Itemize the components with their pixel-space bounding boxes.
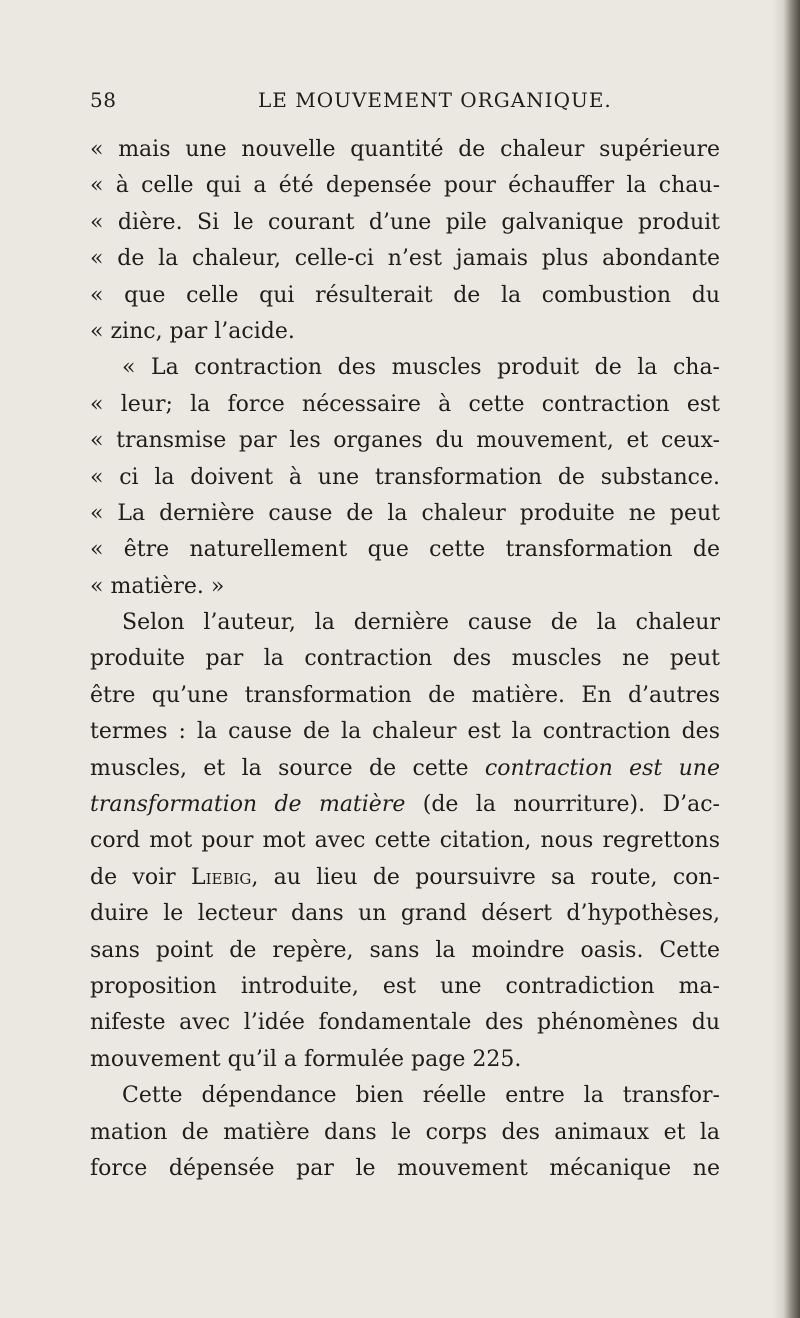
text-line <box>90 787 720 823</box>
running-title: LE MOUVEMENT ORGANIQUE. <box>258 88 612 112</box>
italic-text: contraction est une <box>484 755 720 781</box>
text-line: « leur; la force nécessaire à cette contraction est <box>90 391 720 417</box>
text-line: Cette dépendance bien réelle entre la transfor- <box>122 1083 720 1109</box>
text-span: (de la nourriture). D’ac- <box>422 792 720 818</box>
text-line: « mais une nouvelle quantité de chaleur supérieure <box>90 137 720 162</box>
text-line: « être naturellement que cette transformation de <box>90 537 720 563</box>
text-line: duire le lecteur dans un grand désert d’hypothèses, <box>90 901 720 927</box>
text-line: « matière. » <box>90 573 225 599</box>
page-edge-shadow <box>772 0 800 1318</box>
italic-text: transformation de matière <box>90 792 406 818</box>
text-line: « La dernière cause de la chaleur produite ne peut <box>90 500 720 526</box>
body-text <box>90 132 720 1187</box>
text-line: produite par la contraction des muscles ne peut <box>90 646 720 672</box>
text-line: nifeste avec l’idée fondamentale des phénomènes du <box>90 1010 720 1036</box>
page-number: 58 <box>90 88 117 112</box>
text-line: sans point de repère, sans la moindre oasis. Cette <box>90 937 720 963</box>
text-span: de voir <box>90 864 176 890</box>
text-line: « dière. Si le courant d’une pile galvanique produit <box>90 209 720 235</box>
text-line: cord mot pour mot avec cette citation, nous regrettons <box>90 828 720 854</box>
text-line: termes : la cause de la chaleur est la contraction des <box>90 719 720 745</box>
text-line <box>90 751 720 787</box>
text-span: muscles, et la source de cette <box>90 755 469 781</box>
text-span: , au lieu de poursuivre sa route, con- <box>251 864 720 890</box>
text-line: force dépensée par le mouvement mécanique ne <box>90 1155 720 1181</box>
page-header <box>90 88 730 118</box>
author-name: Liebig <box>190 864 252 890</box>
text-line <box>90 860 720 896</box>
text-line: « à celle qui a été depensée pour échauffer la chau- <box>90 173 720 199</box>
text-line: proposition introduite, est une contradiction ma- <box>90 973 720 999</box>
text-line: « La contraction des muscles produit de la cha- <box>122 355 720 381</box>
text-line: « transmise par les organes du mouvement, et ceux- <box>90 428 720 454</box>
text-line: « de la chaleur, celle-ci n’est jamais plus abondante <box>90 246 720 272</box>
text-line: « zinc, par l’acide. <box>90 318 295 344</box>
text-line: Selon l’auteur, la dernière cause de la chaleur <box>122 610 720 636</box>
text-line: mouvement qu’il a formulée page 225. <box>90 1046 522 1072</box>
text-line: être qu’une transformation de matière. En d’autres <box>90 682 720 708</box>
text-line: « que celle qui résulterait de la combustion du <box>90 282 720 308</box>
text-line: « ci la doivent à une transformation de substance. <box>90 464 720 490</box>
text-line: mation de matière dans le corps des animaux et la <box>90 1119 720 1145</box>
